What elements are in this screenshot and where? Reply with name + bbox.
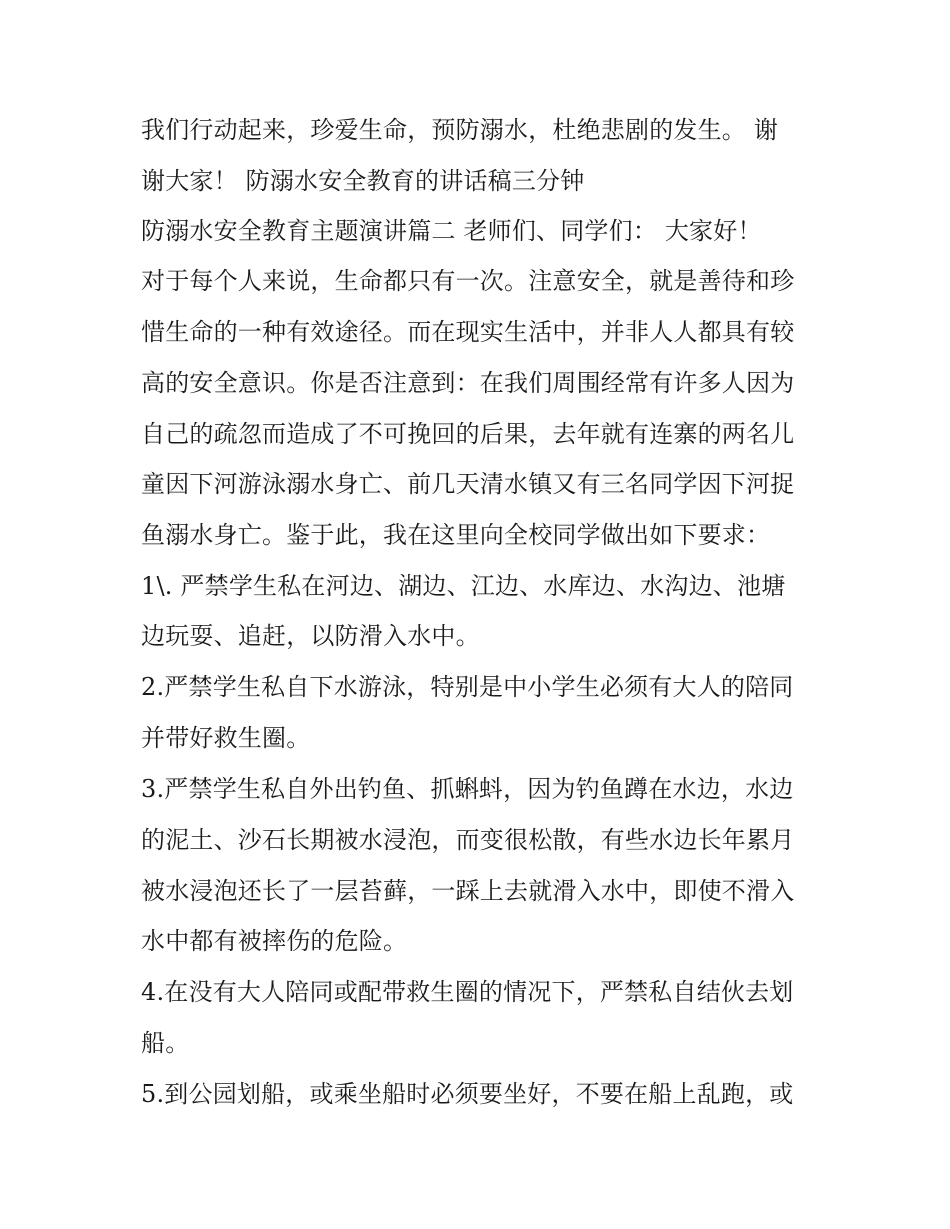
text-line: 鱼溺水身亡。鉴于此，我在这里向全校同学做出如下要求： xyxy=(141,521,771,549)
text-line: 惜生命的一种有效途径。而在现实生活中，并非人人都具有较 xyxy=(141,318,795,346)
text-line: 我们行动起来，珍爱生命，预防溺水，杜绝悲剧的发生。 谢 xyxy=(141,116,779,144)
text-line: 对于每个人来说，生命都只有一次。注意安全，就是善待和珍 xyxy=(141,267,795,295)
text-line: 船。 xyxy=(141,1029,190,1057)
text-line: 边玩耍、追赶，以防滑入水中。 xyxy=(141,622,480,650)
text-line: 2.严禁学生私自下水游泳，特别是中小学生必须有大人的陪同 xyxy=(141,673,794,701)
text-line: 1\. 严禁学生私在河边、湖边、江边、水库边、水沟边、池塘 xyxy=(141,572,786,600)
text-line: 并带好救生圈。 xyxy=(141,724,311,752)
text-line: 自己的疏忽而造成了不可挽回的后果，去年就有连寨的两名儿 xyxy=(141,420,795,448)
text-line: 高的安全意识。你是否注意到：在我们周围经常有许多人因为 xyxy=(141,369,795,397)
text-line: 3.严禁学生私自外出钓鱼、抓蝌蚪，因为钓鱼蹲在水边，水边 xyxy=(141,775,794,803)
text-line: 被水浸泡还长了一层苔藓，一踩上去就滑入水中，即使不滑入 xyxy=(141,877,795,905)
text-line: 童因下河游泳溺水身亡、前几天清水镇又有三名同学因下河捉 xyxy=(141,470,795,498)
text-line: 防溺水安全教育主题演讲篇二 老师们、同学们： 大家好！ xyxy=(141,217,762,245)
text-line: 的泥土、沙石长期被水浸泡，而变很松散，有些水边长年累月 xyxy=(141,826,795,854)
text-line: 4.在没有大人陪同或配带救生圈的情况下，严禁私自结伙去划 xyxy=(141,978,794,1006)
text-line: 5.到公园划船，或乘坐船时必须要坐好，不要在船上乱跑，或 xyxy=(141,1080,794,1108)
text-line: 谢大家！ 防溺水安全教育的讲话稿三分钟 xyxy=(141,167,585,195)
text-line: 水中都有被摔伤的危险。 xyxy=(141,927,408,955)
